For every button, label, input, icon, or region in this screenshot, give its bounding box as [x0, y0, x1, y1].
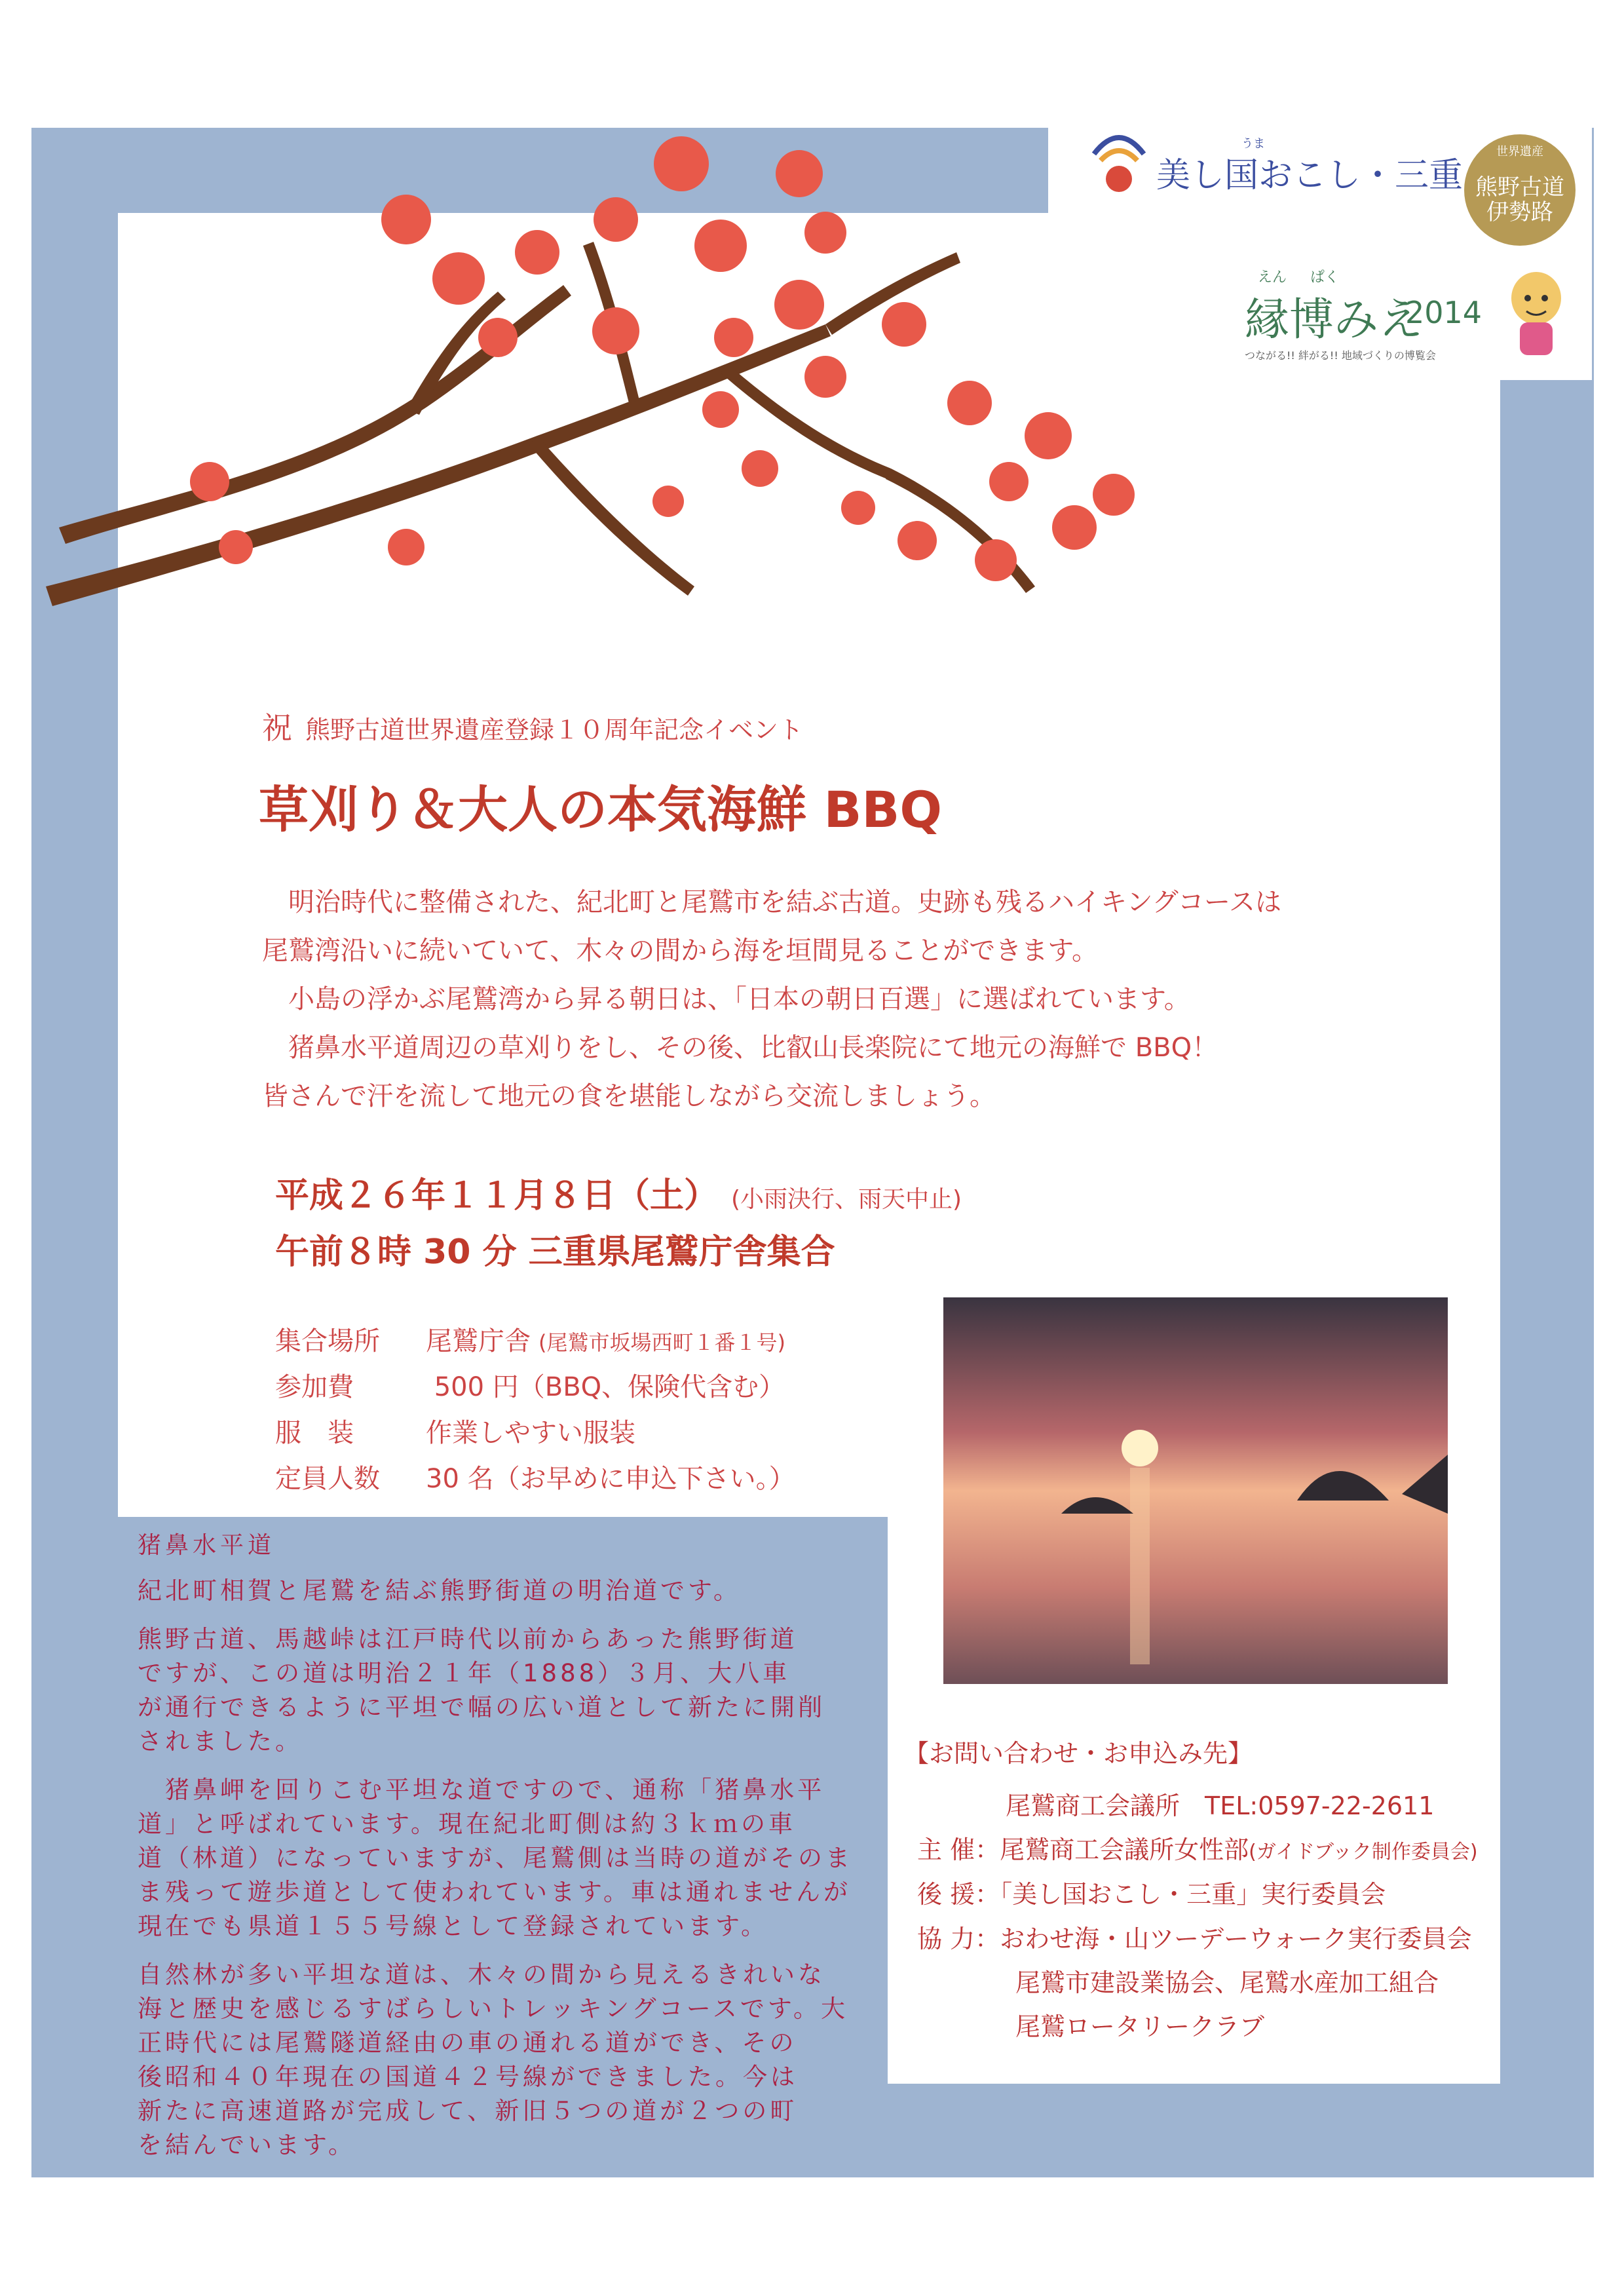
- coop-line: 尾鷲ロータリークラブ: [1015, 2012, 1265, 2041]
- sunrise-photo: [943, 1297, 1448, 1684]
- maple-branch-illustration: [39, 128, 1192, 698]
- sidebar-line: ま残って遊歩道として使われています。車は通れませんが: [138, 1878, 852, 1906]
- intro-line-5: 皆さんで汗を流して地元の食を堪能しながら交流しましょう。: [262, 1081, 996, 1111]
- sidebar-line: 猪鼻岬を回りこむ平坦な道ですので、通称「猪鼻水平: [138, 1776, 825, 1804]
- sidebar-line: 後昭和４０年現在の国道４２号線ができました。今は: [138, 2063, 798, 2091]
- coop-label: 協 力：: [917, 1924, 1000, 1953]
- mascot-character-icon: [1500, 262, 1572, 360]
- contact-host: [917, 1829, 1478, 1866]
- utsukushi-ruby: うま: [1241, 137, 1265, 151]
- info-key: 集合場所: [275, 1326, 380, 1356]
- info-key: 定員人数: [275, 1464, 380, 1494]
- enpaku-mie-logo: [1245, 269, 1533, 367]
- host-note: (ガイドブック制作委員会): [1249, 1841, 1478, 1864]
- utsukushi-logo-text: 美し国おこし・三重: [1156, 156, 1463, 195]
- contact-cooperation: [917, 1919, 1472, 1955]
- host-value: 尾鷲商工会議所女性部: [1000, 1835, 1249, 1864]
- kumano-kodo-seal-logo: [1464, 134, 1576, 246]
- seal-main-text: 熊野古道 伊勢路: [1475, 174, 1564, 225]
- info-value: 30 名（お早めに申込下さい。）: [426, 1464, 795, 1494]
- sidebar-line: 道」と呼ばれています。現在紀北町側は約３ｋｍの車: [138, 1810, 797, 1838]
- info-key: 参加費: [275, 1372, 354, 1402]
- sidebar-line: 海と歴史を感じるすばらしいトレッキングコースです。大: [138, 1995, 848, 2023]
- intro-line-2: 尾鷲湾沿いに続いていて、木々の間から海を垣間見ることができます。: [262, 936, 1098, 966]
- contact-heading: 【お問い合わせ・お申込み先】: [904, 1739, 1253, 1768]
- coop-value: おわせ海・山ツーデーウォーク実行委員会: [1000, 1924, 1472, 1953]
- event-date-note: (小雨決行、雨天中止): [731, 1186, 962, 1213]
- enpaku-title: 縁博みえ: [1245, 294, 1424, 346]
- enpaku-ruby-paku: ぱく: [1310, 269, 1340, 286]
- coop-line: 尾鷲市建設業協会、尾鷲水産加工組合: [1015, 1968, 1439, 1997]
- info-note: (尾鷲市坂場西町１番１号): [538, 1330, 785, 1355]
- sidebar-line: 現在でも県道１５５号線として登録されています。: [138, 1912, 769, 1940]
- info-row-capacity: [275, 1458, 795, 1495]
- subtitle-text: 熊野古道世界遺産登録１０周年記念イベント: [305, 716, 804, 744]
- seal-top-text: 世界遺産: [1496, 145, 1543, 159]
- sidebar-line: が通行できるように平坦で幅の広い道として新たに開削: [138, 1693, 825, 1721]
- sidebar-line: 正時代には尾鷲隧道経由の車の通れる道ができ、その: [138, 2029, 797, 2057]
- sidebar-title: 猪鼻水平道: [138, 1532, 276, 1559]
- intro-line-3: 小島の浮かぶ尾鷲湾から昇る朝日は、「日本の朝日百選」に選ばれています。: [262, 984, 1190, 1014]
- event-subtitle: [262, 704, 803, 748]
- sidebar-line: 熊野古道、馬越峠は江戸時代以前からあった熊野街道: [138, 1625, 798, 1653]
- info-value: 尾鷲庁舎: [426, 1326, 531, 1356]
- sidebar-line: 新たに高速道路が完成して、新旧５つの道が２つの町: [138, 2097, 798, 2125]
- event-time-place: 午前８時 30 分 三重県尾鷲庁舎集合: [275, 1233, 835, 1272]
- info-value: 作業しやすい服装: [426, 1418, 635, 1448]
- enpaku-ruby-en: えん: [1258, 269, 1287, 286]
- intro-line-1: 明治時代に整備された、紀北町と尾鷲市を結ぶ古道。史跡も残るハイキングコースは: [262, 887, 1281, 917]
- event-title: 草刈り＆大人の本気海鮮 BBQ: [259, 780, 942, 839]
- sidebar-line: ですが、この道は明治２１年（1888）３月、大八車: [138, 1659, 791, 1687]
- utsukushi-kuni-logo: [1087, 128, 1463, 200]
- support-label: 後 援：: [917, 1880, 1000, 1909]
- mie-mascot-sun-icon: [1087, 128, 1150, 193]
- intro-line-4: 猪鼻水平道周辺の草刈りをし、その後、比叡山長楽院にて地元の海鮮で BBQ！: [262, 1033, 1218, 1063]
- contact-org-phone: 尾鷲商工会議所 TEL:0597-22-2611: [1006, 1791, 1435, 1820]
- sidebar-line: 紀北町相賀と尾鷲を結ぶ熊野街道の明治道です。: [138, 1577, 742, 1605]
- event-date: [275, 1168, 962, 1217]
- enpaku-year: 2014: [1405, 295, 1482, 330]
- enpaku-subtitle: つながる!! 絆がる!! 地域づくりの博覧会: [1245, 349, 1436, 362]
- event-date-text: 平成２６年１１月８日（土）: [275, 1176, 719, 1215]
- host-label: 主 催：: [917, 1835, 1000, 1864]
- info-row-meeting-place: [275, 1320, 785, 1358]
- info-row-dress: [275, 1412, 635, 1449]
- sidebar-line: 道（林道）になっていますが、尾鷲側は当時の道がそのま: [138, 1844, 853, 1872]
- contact-support: [917, 1874, 1386, 1910]
- support-value: 「美し国おこし・三重」実行委員会: [1000, 1880, 1386, 1909]
- iwai-character: 祝: [262, 710, 292, 746]
- info-key: 服 装: [275, 1418, 354, 1448]
- sidebar-line: 自然林が多い平坦な道は、木々の間から見えるきれいな: [138, 1961, 825, 1989]
- info-value: 500 円（BBQ、保険代含む）: [426, 1372, 785, 1402]
- info-row-fee: [275, 1366, 785, 1404]
- sidebar-line: されました。: [138, 1727, 303, 1755]
- sidebar-line: を結んでいます。: [138, 2131, 356, 2159]
